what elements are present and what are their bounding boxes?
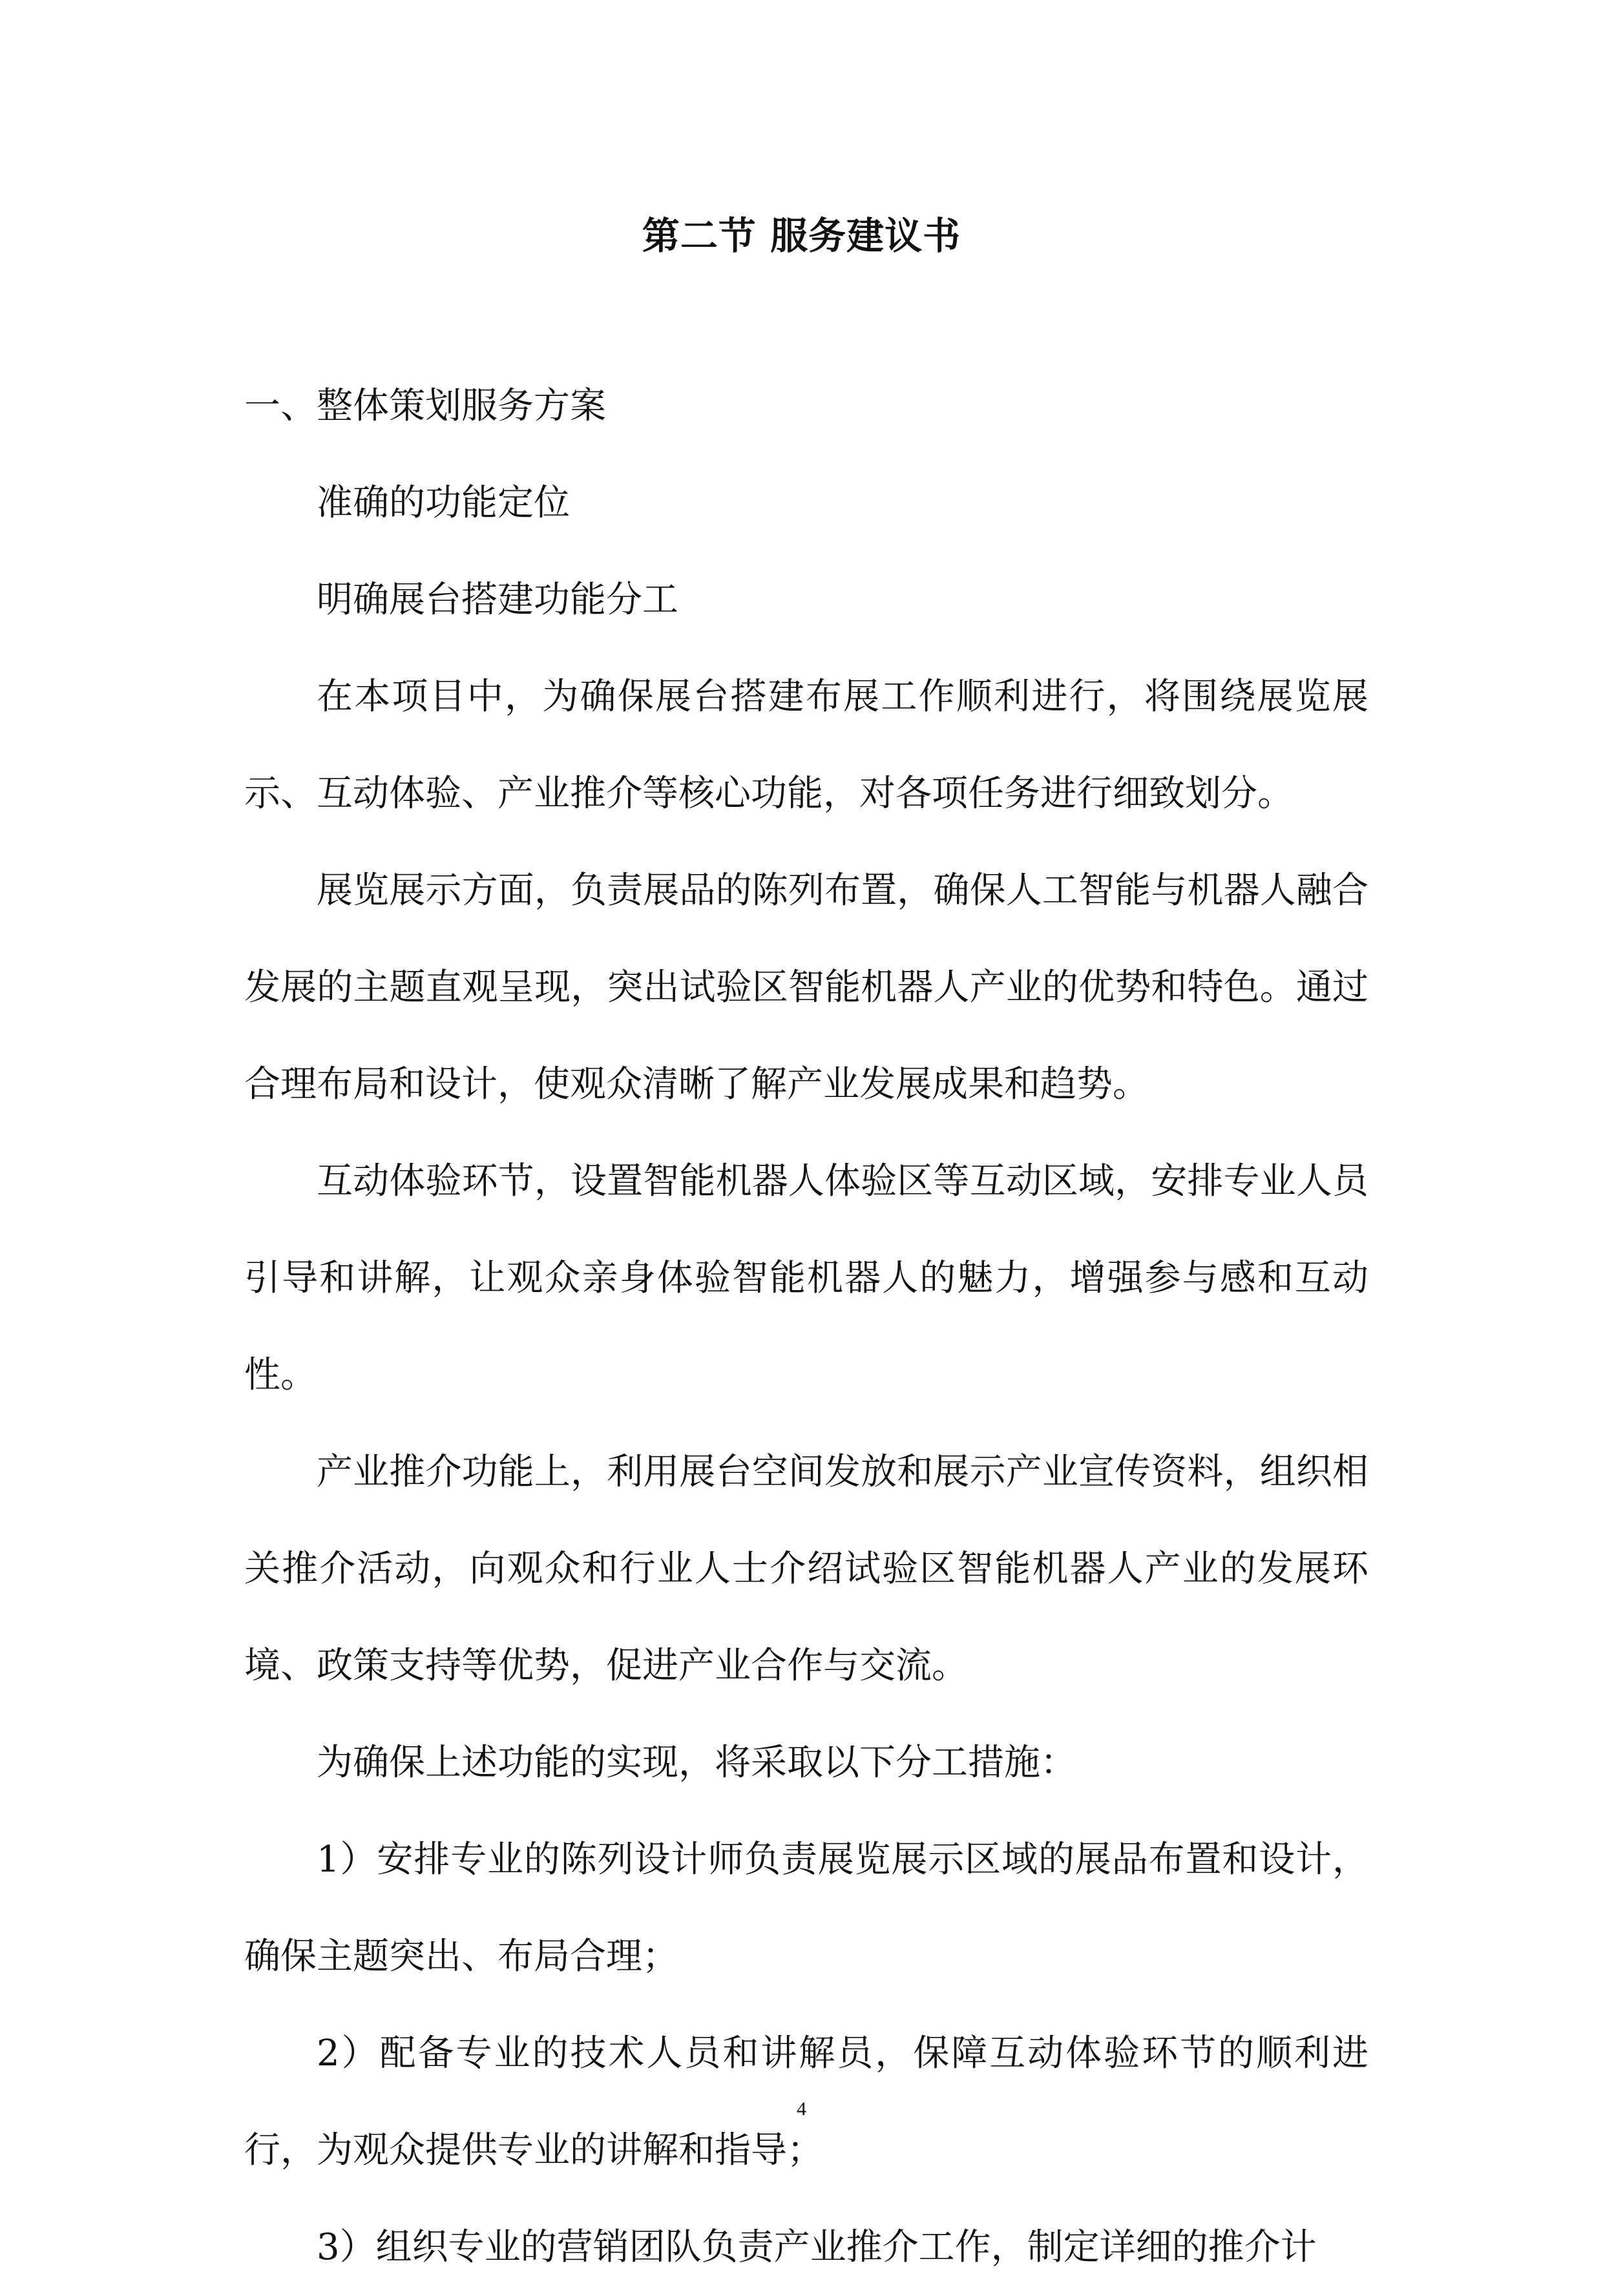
list-item: 1）安排专业的陈列设计师负责展览展示区域的展品布置和设计，确保主题突出、布局合理； (244, 1839, 1368, 1978)
list-item: 2）配备专业的技术人员和讲解员，保障互动体验环节的顺利进行，为观众提供专业的讲解和指导； (244, 2032, 1368, 2171)
subheading-division-of-labor: 明确展台搭建功能分工 (317, 579, 678, 621)
paragraph: 互动体验环节，设置智能机器人体验区等互动区域，安排专业人员引导和讲解，让观众亲身体验智能机器人的魅力，增强参与感和互动性。 (244, 1160, 1368, 1396)
paragraph: 为确保上述功能的实现，将采取以下分工措施： (317, 1742, 1076, 1784)
page-title: 第二节 服务建议书 (642, 214, 961, 258)
paragraph: 产业推介功能上，利用展台空间发放和展示产业宣传资料，组织相关推介活动，向观众和行业人士介绍试验区智能机器人产业的发展环境、政策支持等优势，促进产业合作与交流。 (244, 1451, 1368, 1687)
document-body (244, 358, 1368, 2296)
paragraph: 展览展示方面，负责展品的陈列布置，确保人工智能与机器人融合发展的主题直观呈现，突出试验区智能机器人产业的优势和特色。通过合理布局和设计，使观众清晰了解产业发展成果和趋势。 (244, 870, 1368, 1105)
section-heading: 一、整体策划服务方案 (244, 385, 606, 427)
subheading-function-positioning: 准确的功能定位 (317, 482, 570, 524)
list-item: 3）组织专业的营销团队负责产业推介工作，制定详细的推介计 (317, 2226, 1317, 2268)
paragraph: 在本项目中，为确保展台搭建布展工作顺利进行，将围绕展览展示、互动体验、产业推介等核心功能，对各项任务进行细致划分。 (244, 676, 1368, 815)
page-number: 4 (797, 2098, 806, 2120)
